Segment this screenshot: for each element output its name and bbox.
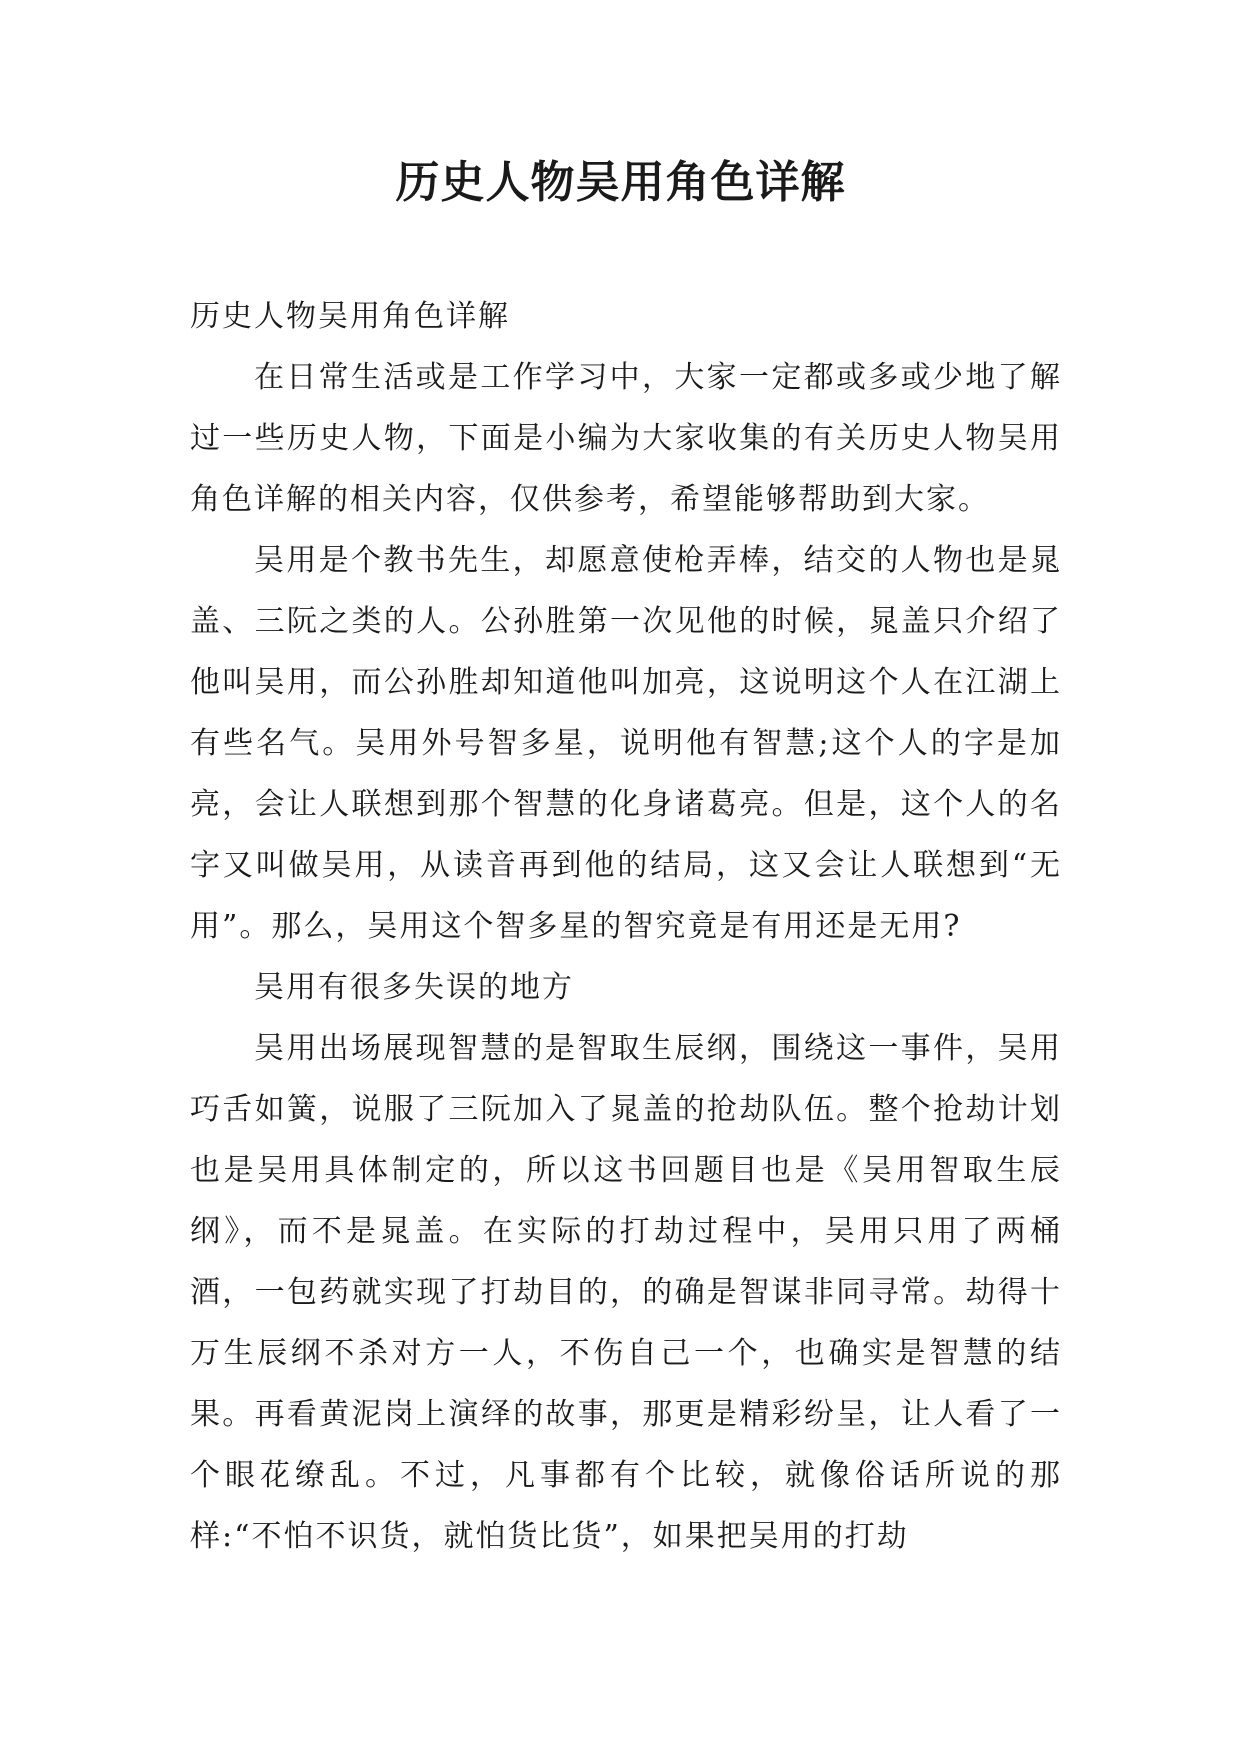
body-paragraph: 吴用是个教书先生，却愿意使枪弄棒，结交的人物也是晁盖、三阮之类的人。公孙胜第一次见他的时候，晁盖只介绍了他叫吴用，而公孙胜却知道他叫加亮，这说明这个人在江湖上有些名气。吴用外号智多星，说明他有智慧;这个人的字是加亮，会让人联想到那个智慧的化身诸葛亮。但是，这个人的名字又叫做吴用，从读音再到他的结局，这又会让人联想到“无用”。那么，吴用这个智多星的智究竟是有用还是无用? <box>190 543 1062 944</box>
document-body <box>190 286 1062 1567</box>
body-paragraph: 吴用出场展现智慧的是智取生辰纲，围绕这一事件，吴用巧舌如簧，说服了三阮加入了晁盖的抢劫队伍。整个抢劫计划也是吴用具体制定的，所以这书回题目也是《吴用智取生辰纲》，而不是晁盖。在实际的打劫过程中，吴用只用了两桶酒，一包药就实现了打劫目的，的确是智谋非同寻常。劫得十万生辰纲不杀对方一人，不伤自己一个，也确实是智慧的结果。再看黄泥岗上演绎的故事，那更是精彩纷呈，让人看了一个眼花缭乱。不过，凡事都有个比较，就像俗话所说的那样:“不怕不识货，就怕货比货”，如果把吴用的打劫 <box>190 1031 1062 1554</box>
subtitle-paragraph: 历史人物吴用角色详解 <box>190 299 510 334</box>
document-title: 历史人物吴用角色详解 <box>395 157 846 208</box>
intro-paragraph: 在日常生活或是工作学习中，大家一定都或多或少地了解过一些历史人物，下面是小编为大家收集的有关历史人物吴用角色详解的相关内容，仅供参考，希望能够帮助到大家。 <box>190 360 1062 517</box>
section-heading: 吴用有很多失误的地方 <box>254 970 574 1005</box>
